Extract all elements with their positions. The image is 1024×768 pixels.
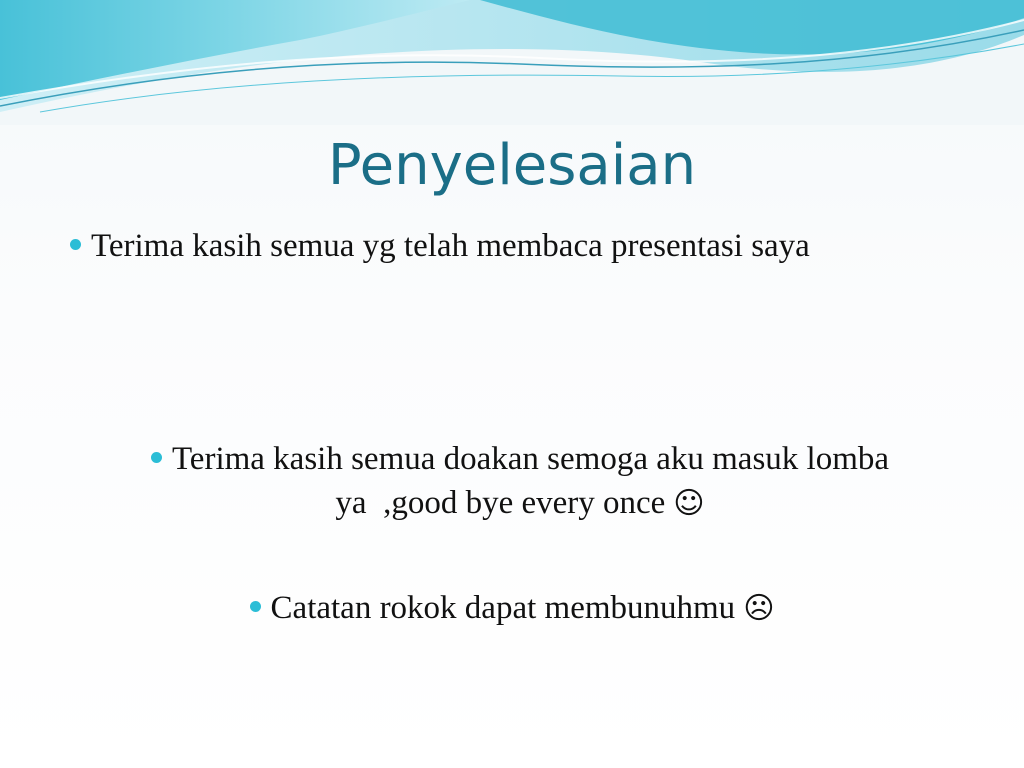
bullet-dot-icon [250, 601, 261, 612]
bullet-item-thanks-pray [70, 437, 970, 526]
bullet-text-line-1: Terima kasih semua doakan semoga aku masuk lomba [171, 441, 890, 477]
bullet-item-thanks-reading [70, 224, 970, 268]
bullet-dot-icon [70, 239, 81, 250]
smiley-face-icon: ☺ [673, 486, 705, 521]
sad-face-icon: ☹ [743, 591, 775, 626]
bullet-dot-icon [151, 452, 162, 463]
bullet-text: Catatan rokok dapat membunuhmu [270, 590, 736, 626]
bullet-text-line-2: ya ,good bye every once [335, 485, 666, 521]
bullet-item-smoking-warning [0, 586, 1024, 631]
bullet-text: Terima kasih semua yg telah membaca presentasi saya [91, 228, 810, 264]
slide-title: Penyelesaian [327, 133, 697, 198]
wave-header-decoration [0, 0, 1024, 125]
